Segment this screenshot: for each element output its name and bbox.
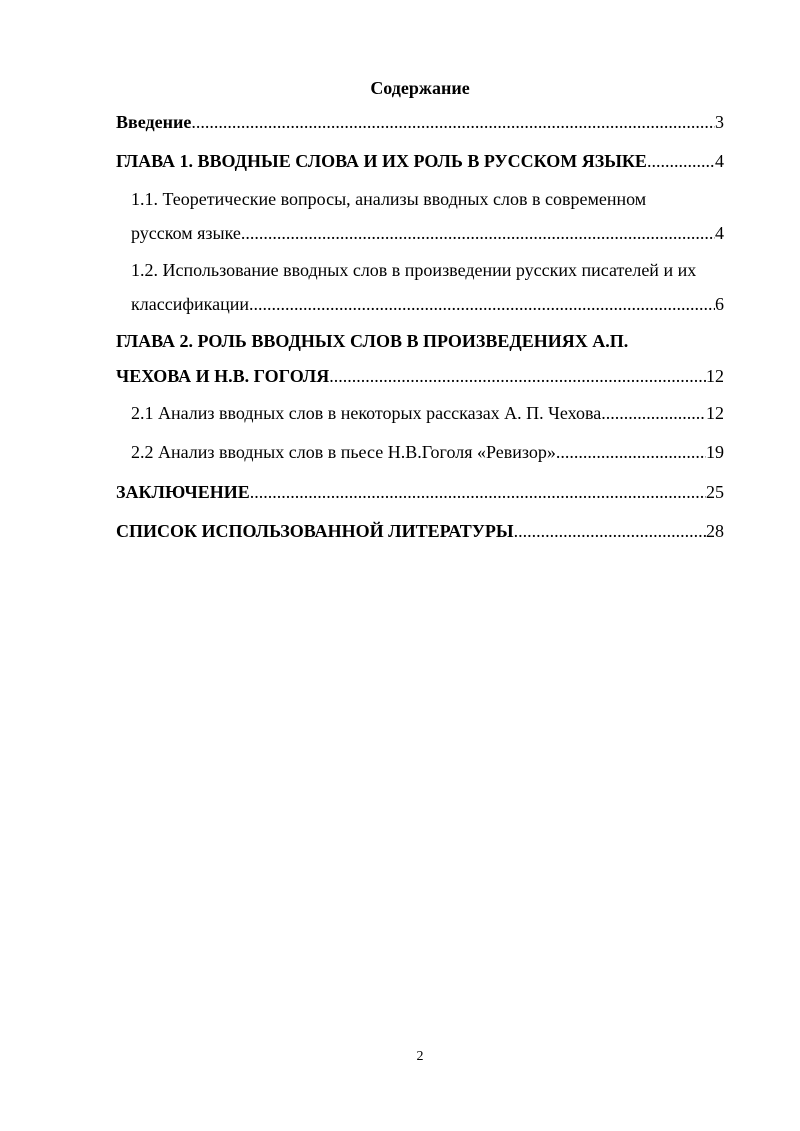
toc-entry-chapter-2[interactable]: [116, 364, 724, 388]
toc-page-number: 28: [706, 521, 724, 541]
toc-page-number: 4: [715, 223, 724, 243]
toc-entry-label: классификации: [131, 294, 249, 314]
toc-heading: Содержание: [370, 78, 470, 98]
toc-page-number: 19: [706, 442, 724, 462]
toc-entry-section-1-1-line1[interactable]: 1.1. Теоретические вопросы, анализы вводных слов в современном: [131, 189, 647, 209]
toc-leader-dots: [601, 401, 706, 425]
toc-entry-introduction[interactable]: [116, 110, 724, 134]
toc-entry-label: ЧЕХОВА И Н.В. ГОГОЛЯ: [116, 366, 330, 386]
toc-entry-label: Введение: [116, 112, 192, 132]
toc-entry-section-1-2[interactable]: [131, 292, 724, 316]
toc-page-number: 12: [706, 366, 724, 386]
toc-page-number: 6: [715, 294, 724, 314]
toc-entry-label: СПИСОК ИСПОЛЬЗОВАННОЙ ЛИТЕРАТУРЫ: [116, 521, 514, 541]
toc-leader-dots: [329, 364, 706, 388]
toc-leader-dots: [250, 480, 706, 504]
toc-entry-section-2-2[interactable]: [131, 440, 724, 464]
toc-entry-label: ГЛАВА 1. ВВОДНЫЕ СЛОВА И ИХ РОЛЬ В РУССКОМ ЯЗЫКЕ: [116, 151, 647, 171]
toc-entry-conclusion[interactable]: [116, 480, 724, 504]
toc-entry-label: 2.2 Анализ вводных слов в пьесе Н.В.Гоголя «Ревизор»: [131, 442, 556, 462]
toc-page-number: 25: [706, 482, 724, 502]
toc-page-number: 4: [715, 151, 724, 171]
toc-leader-dots: [191, 110, 715, 134]
toc-page-number: 12: [706, 403, 724, 423]
toc-entry-section-1-2-line1[interactable]: 1.2. Использование вводных слов в произведении русских писателей и их: [131, 260, 697, 280]
toc-entry-references[interactable]: [116, 519, 724, 543]
toc-leader-dots: [514, 519, 706, 543]
toc-leader-dots: [249, 292, 715, 316]
toc-leader-dots: [556, 440, 706, 464]
toc-leader-dots: [241, 221, 715, 245]
toc-entry-section-2-1[interactable]: [131, 401, 724, 425]
toc-entry-label: русском языке: [131, 223, 241, 243]
toc-entry-section-1-1[interactable]: [131, 221, 724, 245]
toc-page-number: 3: [715, 112, 724, 132]
toc-entry-label: ЗАКЛЮЧЕНИЕ: [116, 482, 250, 502]
toc-entry-chapter-1[interactable]: [116, 149, 724, 173]
toc-entry-label: 2.1 Анализ вводных слов в некоторых рассказах А. П. Чехова: [131, 403, 602, 423]
toc-leader-dots: [647, 149, 715, 173]
page-number: 2: [416, 1049, 424, 1064]
toc-entry-chapter-2-line1[interactable]: ГЛАВА 2. РОЛЬ ВВОДНЫХ СЛОВ В ПРОИЗВЕДЕНИЯХ А.П.: [116, 331, 629, 351]
